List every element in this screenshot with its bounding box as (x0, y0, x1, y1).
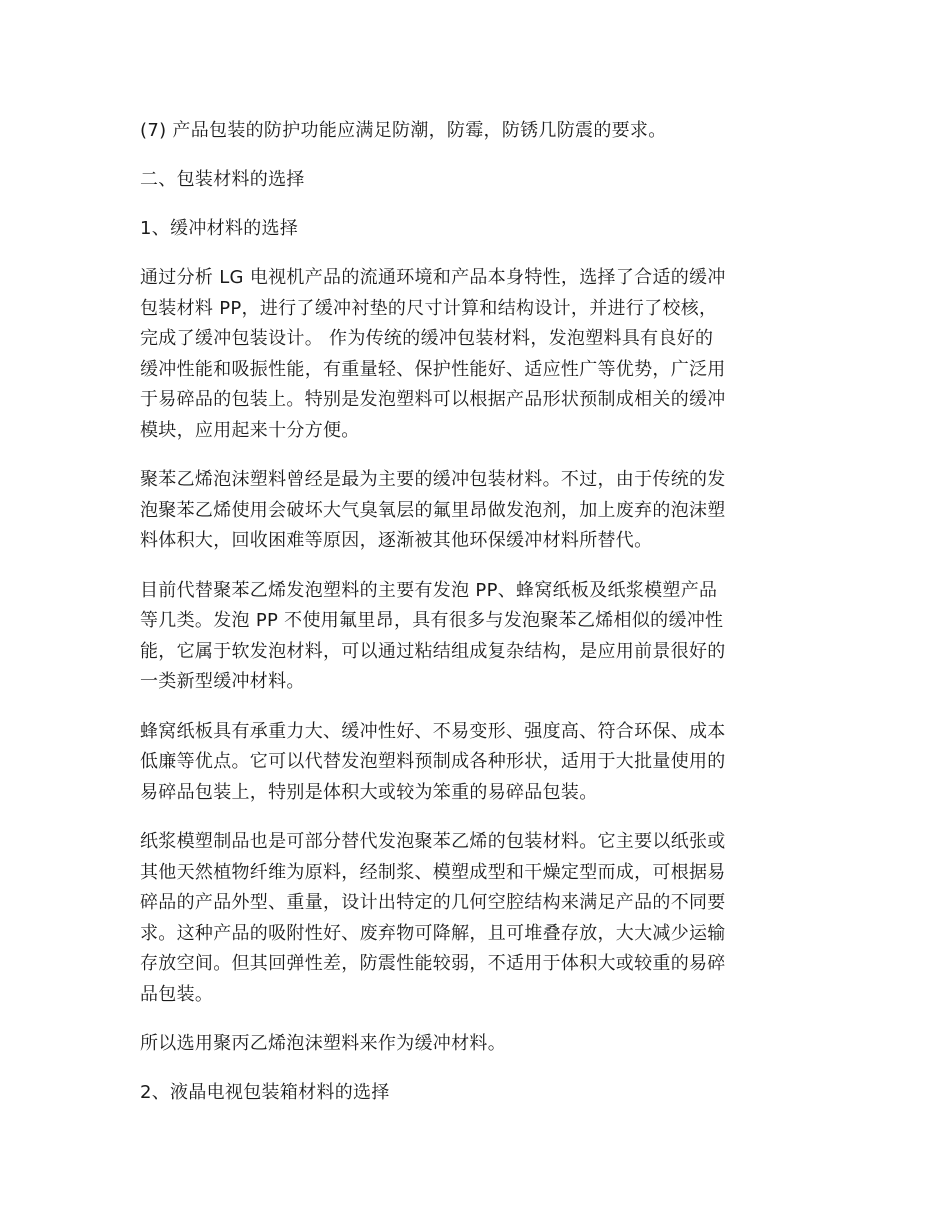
text-line: 完成了缓冲包装设计。 作为传统的缓冲包装材料，发泡塑料具有良好的 (140, 328, 714, 349)
text-line: 低廉等优点。它可以代替发泡塑料预制成各种形状，适用于大批量使用的 (140, 751, 726, 772)
section-heading-packaging-materials: 二、包装材料的选择 (140, 169, 305, 190)
text-line: 于易碎品的包装上。特别是发泡塑料可以根据产品形状预制成相关的缓冲 (140, 389, 726, 410)
text-line: 缓冲性能和吸振性能，有重量轻、保护性能好、适应性广等优势，广泛用 (140, 358, 726, 380)
text-line: 一类新型缓冲材料。 (140, 671, 305, 692)
paragraph-honeycomb-board (140, 717, 812, 809)
requirement-item-7: (7) 产品包装的防护功能应满足防潮，防霉，防锈几防震的要求。 (140, 120, 667, 141)
subsection-heading-lcd-box-materials: 2、液晶电视包装箱材料的选择 (140, 1082, 390, 1103)
text-line: 存放空间。但其回弹性差，防震性能较弱，不适用于体积大或较重的易碎 (140, 953, 726, 974)
text-line: 其他天然植物纤维为原料，经制浆、模塑成型和干燥定型而成，可根据易 (140, 861, 726, 883)
text-line: 碎品的产品外型、重量，设计出特定的几何空腔结构来满足产品的不同要 (140, 892, 726, 913)
paragraph-alternatives (140, 576, 812, 698)
paragraph-pulp-molding (140, 827, 812, 1010)
paragraph-conclusion: 所以选用聚丙乙烯泡沫塑料来作为缓冲材料。 (140, 1033, 506, 1054)
text-line: 通过分析 LG 电视机产品的流通环境和产品本身特性，选择了合适的缓冲 (140, 267, 726, 288)
document-page (140, 116, 812, 1127)
text-line: 料体积大，回收困难等原因，逐渐被其他环保缓冲材料所替代。 (140, 530, 653, 551)
text-line: 蜂窝纸板具有承重力大、缓冲性好、不易变形、强度高、符合环保、成本 (140, 720, 726, 742)
text-line: 包装材料 PP，进行了缓冲衬垫的尺寸计算和结构设计，并进行了校核， (140, 297, 718, 319)
text-line: 目前代替聚苯乙烯发泡塑料的主要有发泡 PP、蜂窝纸板及纸浆模塑产品 (140, 579, 718, 601)
text-line: 求。这种产品的吸附性好、废弃物可降解，且可堆叠存放，大大减少运输 (140, 922, 726, 944)
text-line: 泡聚苯乙烯使用会破坏大气臭氧层的氟里昂做发泡剂，加上废弃的泡沫塑 (140, 499, 726, 521)
text-line: 聚苯乙烯泡沫塑料曾经是最为主要的缓冲包装材料。不过，由于传统的发 (140, 469, 726, 490)
text-line: 纸浆模塑制品也是可部分替代发泡聚苯乙烯的包装材料。它主要以纸张或 (140, 831, 726, 852)
paragraph-polystyrene (140, 465, 812, 557)
text-line: 模块，应用起来十分方便。 (140, 419, 360, 441)
paragraph-lg-cushion-design (140, 263, 812, 446)
text-line: 能，它属于软发泡材料，可以通过粘结组成复杂结构，是应用前景很好的 (140, 640, 726, 662)
text-line: 品包装。 (140, 983, 214, 1005)
text-line: 等几类。发泡 PP 不使用氟里昂，具有很多与发泡聚苯乙烯相似的缓冲性 (140, 610, 724, 631)
text-line: 易碎品包装上，特别是体积大或较为笨重的易碎品包装。 (140, 781, 598, 803)
subsection-heading-cushion-materials: 1、缓冲材料的选择 (140, 218, 299, 239)
